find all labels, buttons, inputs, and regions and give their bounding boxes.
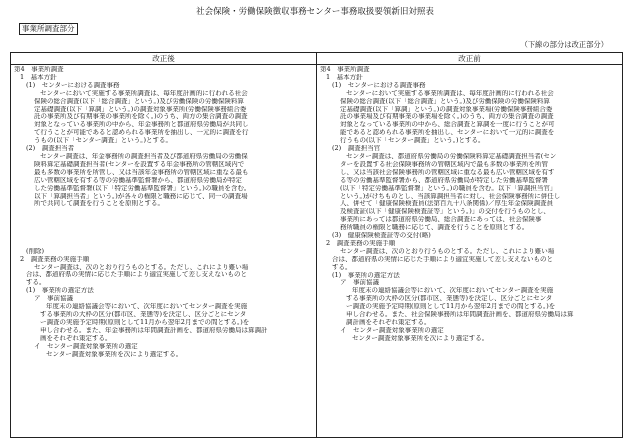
after-text-line: 申し合わせる。また、年金事務所は年間調査計画を、都道府県労働局は算調計 xyxy=(40,326,268,334)
after-text-line: センター調査は、年金事務所の調査担当者及び都道府県労働局の労働保 xyxy=(40,152,248,160)
after-text-line: する。 xyxy=(26,279,46,287)
before-text-line: 能であると認められる事業所を抽出し、センターにおいて一元的に調査を xyxy=(340,129,555,137)
table-row xyxy=(11,65,623,438)
after-text-line: 年度末の連絡協議会等において、次年度においてセンター調査を実施 xyxy=(46,303,248,311)
before-text-line: 年度末の連絡協議会等において、次年度においてセンター調査を実施 xyxy=(352,287,554,295)
before-text-line: 申し合わせる。また、社会保険事務所は年間調査計画を、都道府県労働局は算 xyxy=(346,311,574,319)
before-text-line: し、又は当該社会保険事務所の管轄区域に重なる最も広い管轄区域を有す xyxy=(340,168,555,176)
after-text-line: 画をそれぞれ策定する。 xyxy=(40,334,112,342)
before-text-line: 1 基本方針 xyxy=(326,73,363,81)
after-text-line xyxy=(14,232,313,240)
after-text-line xyxy=(14,216,313,224)
after-text-line: 険料算定基礎調査担当者(センターを設置する年金事務所の管轄区域内で xyxy=(34,160,245,168)
after-text-line: センター調査は、次のとおり行うものとする。ただし、これにより難い場 xyxy=(34,263,249,271)
before-text-line: (2) 調査担当官 xyxy=(332,145,381,153)
after-text-line: 合は、都道府県の実情に応じた手順により適宜実施して差し支えないものと xyxy=(26,271,247,279)
document-title: 社会保険・労働保険徴収事務センター事務取扱要領新旧対照表 xyxy=(196,7,434,17)
after-text-line: て行うことが可能であると認められる事業所を抽出し、一元的に調査を行 xyxy=(34,129,249,137)
before-text-line: ア 事前協議 xyxy=(340,279,379,287)
after-text-line: 第4 事業所調査 xyxy=(14,66,64,73)
before-column xyxy=(317,65,623,438)
after-text-line xyxy=(14,240,313,248)
before-text-line: 及検査証(以下「健康保険検査証等」という。)」の交付を行うものとし、 xyxy=(340,208,550,216)
before-text-line: 第4 事業所調査 xyxy=(320,66,370,73)
column-header-after: 改正後 xyxy=(11,53,317,65)
comparison-table xyxy=(10,52,623,438)
section-tag: 事業所調査部分 xyxy=(19,23,78,35)
before-text-line: 2 調査業務の実施手順 xyxy=(326,239,396,247)
after-text-line: (1) センターにおける調査事務 xyxy=(26,81,120,89)
before-text-line: センター調査は、次のとおり行うものとする。ただし、これにより難い場 xyxy=(340,247,555,255)
before-text-line: 定基礎調査(以下「算調」という。)の調査対象事業場(労働保険事務組合委 xyxy=(340,105,553,113)
after-text-line: (2) 調査担当者 xyxy=(26,145,75,153)
after-column xyxy=(11,65,317,438)
after-text-line: センター調査対象事業所を次により選定する。 xyxy=(46,350,183,358)
after-text-line: (1) 事業所の選定方法 xyxy=(26,287,94,295)
after-text-line: 定基礎調査(以下「算調」という。)の調査対象事業所(労働保険事務組合委 xyxy=(34,105,247,113)
after-text-line: 対象となっている事業所の中から、年金事務所と都道府県労働局が共同し xyxy=(34,121,249,129)
column-header-before: 改正前 xyxy=(317,53,623,65)
before-text-line: 務所職員の権限と職務に応じて、調査を行うことを原則とする。 xyxy=(340,224,529,232)
before-text-line: センターにおいて実施する事業所調査は、毎年度計画的に行われる社会 xyxy=(346,89,554,97)
after-text-line: 所で共同して調査を行うことを原則とする。 xyxy=(34,200,164,208)
after-text-line xyxy=(14,224,313,232)
before-text-line: する事業所の大枠の区分(都市区、業態等)を決定し、区分ごとにセンタ xyxy=(346,295,553,303)
after-text-line: 保険の総合調査(以下「総合調査」という。)及び労働保険の労働保険料算 xyxy=(34,97,244,105)
before-text-line: ターを設置する社会保険事務所の管轄区域内で最も多数の事業所を所管 xyxy=(340,160,548,168)
after-text-line: する事業所の大枠の区分(都市区、業態等)を決定し、区分ごとにセンタ xyxy=(40,311,247,319)
after-text-line: (削除) xyxy=(26,247,45,255)
before-text-line: 人、併せて「健康保険検査員(法第百九十八条関係)／厚生年金保険調査員 xyxy=(340,200,554,208)
after-text-line: センターにおいて実施する事業所調査は、毎年度計画的に行われる社会 xyxy=(40,89,248,97)
after-text-line: 2 調査業務の実施手順 xyxy=(20,255,90,263)
before-text-line: (以下「特定労働基準監督署」という。)の職員を含む。以下「算調担当官」 xyxy=(340,184,557,192)
before-text-line: という。)がけちものとし、当該算調担当者に対し、社会保険事務所に併任し xyxy=(340,192,561,200)
before-text-line: (1) センターにおける調査事務 xyxy=(332,81,426,89)
after-text-line: 1 基本方針 xyxy=(20,73,57,81)
before-text-line: センター調査は、都道府県労働局の労働保険料算定基礎調査担当者(セン xyxy=(346,152,557,160)
after-text-line: イ センター調査対象事業所の選定 xyxy=(34,342,138,350)
table-header-row xyxy=(11,53,623,65)
before-text-line: 行うもの(以下「センター調査」という。)とする。 xyxy=(340,137,485,145)
after-text-line: 託の事業所及び有期事業の事業所を除く。)のうち、両方の集合調査の調査 xyxy=(34,113,248,121)
after-text-line xyxy=(14,208,313,216)
after-text-line: した労働基準監督署(以下「特定労働基準監督署」という。)の職員を含む。 xyxy=(34,184,251,192)
before-text-line: 託の事業場及び有期事業の事業場を除く。)のうち、両方の集合調査の調査 xyxy=(340,113,554,121)
before-text-line: (1) 事業所の選定方法 xyxy=(332,271,400,279)
after-text-line: 以下「算調担当者」という。)が各々の権限と職務に応じて、同一の調査場 xyxy=(34,192,248,200)
after-text-line: 広い管轄区域を有する等の労働基準監督署から、都道府県労働局が特定 xyxy=(34,176,242,184)
after-text-line: 最も多数の事業所を所管し、又は当該年金事務所の管轄区域に重なる最も xyxy=(34,168,249,176)
before-text-line: 事業所にあっては都道府県労働局、総合調査にあっては、社会保険事 xyxy=(340,216,542,224)
before-text-line: する。 xyxy=(332,263,352,271)
before-text-line: 保険の総合調査(以下「総合調査」という。)及び労働保険の労働保険料算 xyxy=(340,97,550,105)
before-text-line: イ センター調査対象事業所の選定 xyxy=(340,326,444,334)
after-text-line: ア 事前協議 xyxy=(34,295,73,303)
before-text-line: (3) 健康保険検査証等の交付(略) xyxy=(332,232,431,240)
before-text-line: センター調査対象事業所を次により選定する。 xyxy=(352,334,489,342)
before-text-line: 合は、都道府県の実情に応じた手順により適宜実施して差し支えないものと xyxy=(332,255,553,263)
after-text-line: ー調査の実施予定時期(原則として11月から翌年2月までの間とする。)を xyxy=(40,318,250,326)
before-text-line: 対象となっている事業所の中から、総合調査と算調を一度に行うことが可 xyxy=(340,121,555,129)
before-text-line: ー調査の実施予定時期(原則として11月から翌年2月までの間とする。)を xyxy=(346,303,556,311)
before-text-line: る等の労働基準監督署から、都道府県労働局が特定した労働基準監督署 xyxy=(340,176,548,184)
before-text-line: 調計画をそれぞれ策定する。 xyxy=(346,319,431,326)
after-text-line: うもの(以下「センター調査」という。)とする。 xyxy=(34,137,173,145)
underline-note: （下線の部分は改正部分） xyxy=(520,40,608,49)
